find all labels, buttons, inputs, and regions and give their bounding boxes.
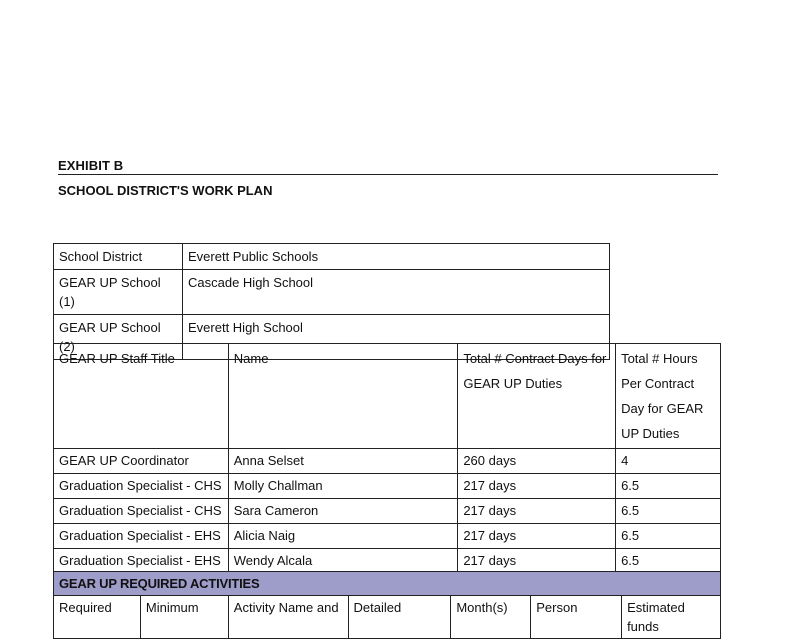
table-cell: GEAR UP School (1) — [54, 270, 183, 315]
table-cell: Molly Challman — [228, 474, 458, 499]
table-row — [54, 449, 721, 474]
column-header: Activity Name and — [228, 596, 348, 639]
table-cell: Alicia Naig — [228, 524, 458, 549]
table-cell: 6.5 — [616, 524, 721, 549]
table-header-row — [54, 596, 721, 639]
table-cell: Graduation Specialist - EHS — [54, 524, 229, 549]
gear-up-staff-table — [53, 343, 721, 574]
table-cell: GEAR UP Coordinator — [54, 449, 229, 474]
table-cell: School District — [54, 244, 183, 270]
table-cell: 217 days — [458, 474, 616, 499]
table-row — [54, 270, 610, 315]
column-header: Total # Hours Per Contract Day for GEAR UP Duties — [616, 344, 721, 449]
table-cell: 260 days — [458, 449, 616, 474]
table-row — [54, 244, 610, 270]
exhibit-title: EXHIBIT B — [58, 158, 718, 175]
table-cell: Everett Public Schools — [183, 244, 610, 270]
table-cell: 6.5 — [616, 499, 721, 524]
required-activities-table — [53, 571, 721, 639]
work-plan-subtitle: SCHOOL DISTRICT'S WORK PLAN — [58, 183, 273, 198]
column-header: Required — [54, 596, 141, 639]
table-cell: Graduation Specialist - CHS — [54, 474, 229, 499]
column-header: Minimum — [140, 596, 228, 639]
column-header: Month(s) — [451, 596, 531, 639]
table-cell: 217 days — [458, 549, 616, 574]
table-cell: 4 — [616, 449, 721, 474]
section-band-row — [54, 572, 721, 596]
table-cell: Cascade High School — [183, 270, 610, 315]
column-header: Detailed — [348, 596, 451, 639]
table-row — [54, 524, 721, 549]
table-row — [54, 474, 721, 499]
section-band: GEAR UP REQUIRED ACTIVITIES — [54, 572, 721, 596]
table-cell: Graduation Specialist - CHS — [54, 499, 229, 524]
table-cell: 217 days — [458, 524, 616, 549]
table-cell: Wendy Alcala — [228, 549, 458, 574]
column-header: Person — [531, 596, 622, 639]
table-cell: 217 days — [458, 499, 616, 524]
table-row — [54, 499, 721, 524]
column-header: Estimated funds — [622, 596, 721, 639]
table-cell: Sara Cameron — [228, 499, 458, 524]
table-cell: 6.5 — [616, 549, 721, 574]
table-cell: 6.5 — [616, 474, 721, 499]
table-row — [54, 549, 721, 574]
table-cell: Everett High School — [183, 315, 610, 360]
table-cell: GEAR UP School (2) — [54, 315, 183, 360]
table-header-row — [54, 344, 721, 449]
column-header: GEAR UP Staff Title — [54, 344, 229, 449]
table-cell: Graduation Specialist - EHS — [54, 549, 229, 574]
column-header: Total # Contract Days for GEAR UP Duties — [458, 344, 616, 449]
column-header: Name — [228, 344, 458, 449]
table-cell: Anna Selset — [228, 449, 458, 474]
